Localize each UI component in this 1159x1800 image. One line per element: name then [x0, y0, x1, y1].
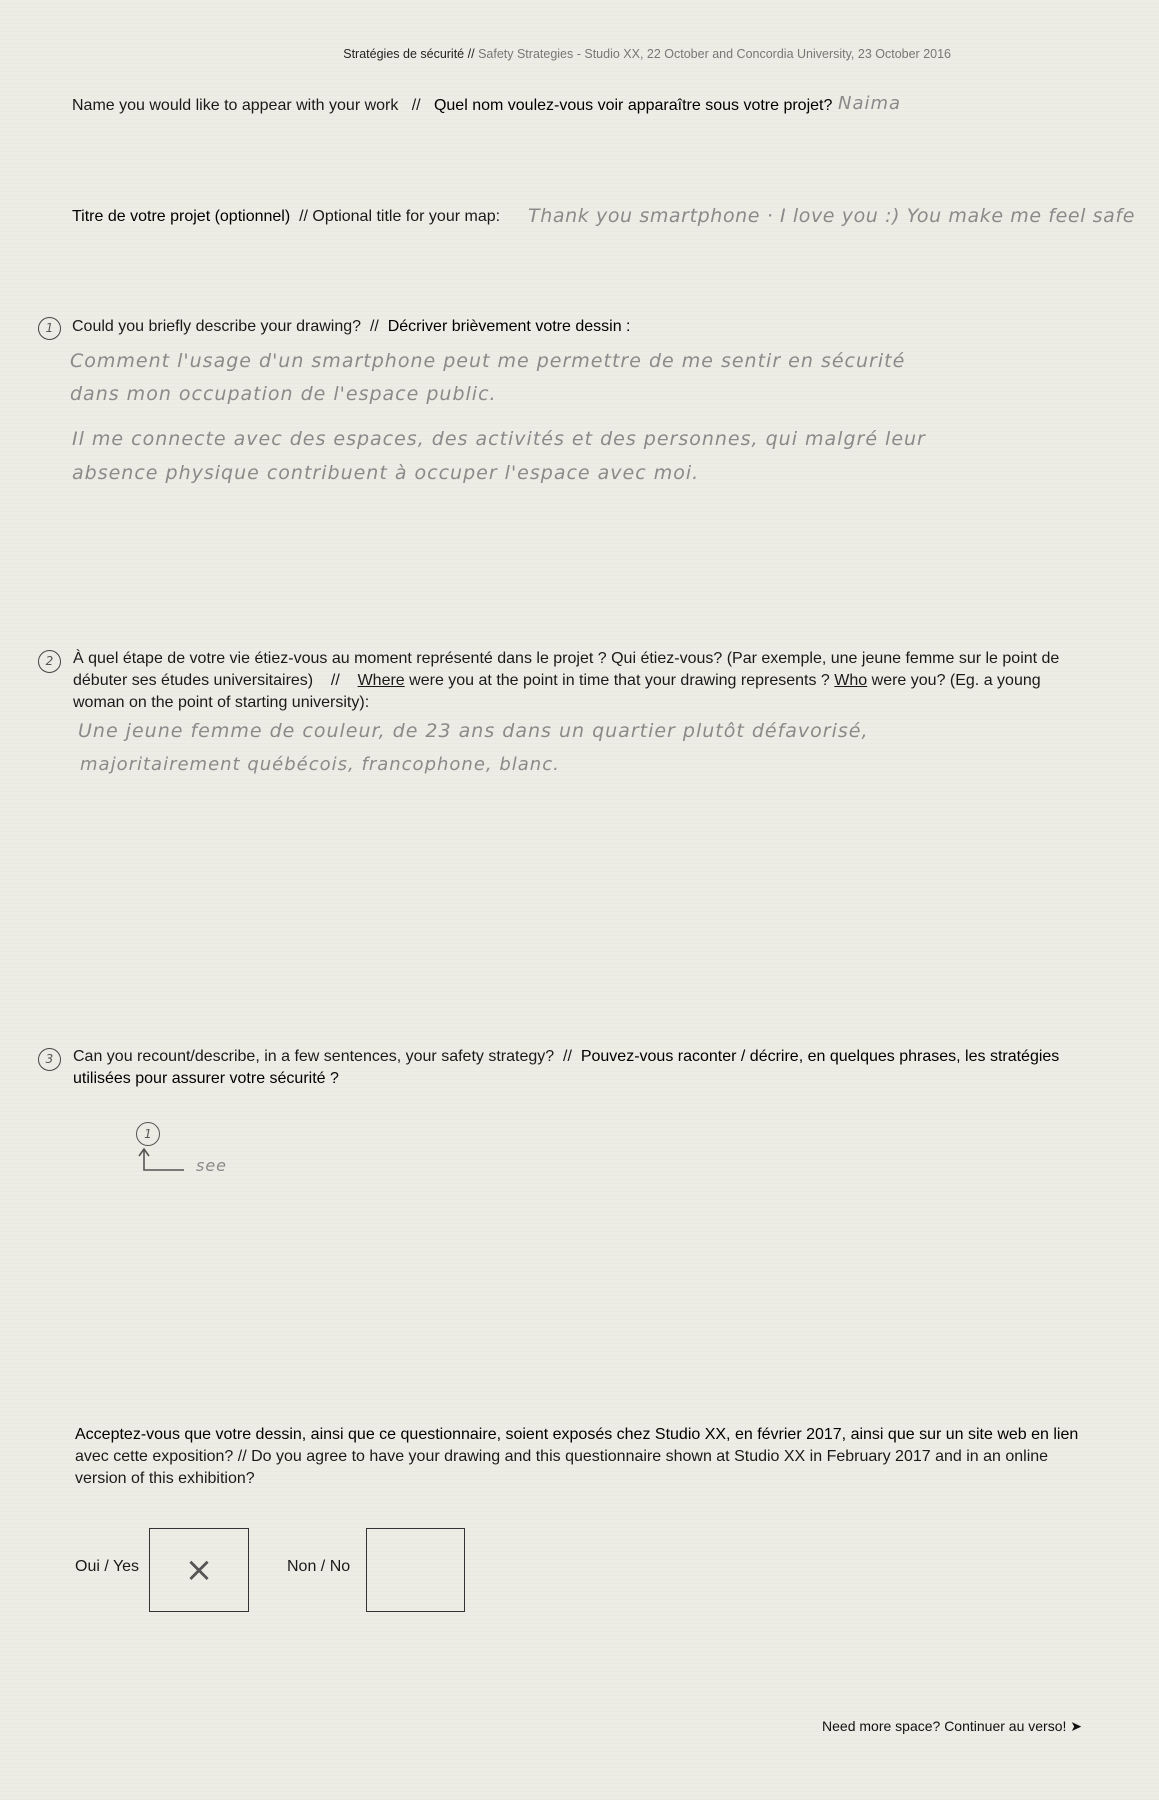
q3-ref-text: see — [196, 1156, 228, 1175]
q2-line-3: woman on the point of starting university): — [73, 694, 370, 711]
name-field-label — [72, 97, 832, 115]
q3-line-1 — [73, 1046, 1093, 1068]
consent-line-2: avec cette exposition? // Do you agree to have your drawing and this questionnaire shown at Studio XX in February 2017 and in an online — [75, 1448, 1049, 1465]
question-3-number: 3 — [38, 1048, 61, 1071]
q1-label-en: Could you briefly describe your drawing? — [72, 318, 362, 335]
q2-answer-line: majoritairement québécois, francophone, blanc. — [80, 754, 560, 775]
checked-mark-icon: × — [184, 1550, 214, 1590]
q2-line-2 — [73, 670, 1093, 692]
consent-question — [75, 1424, 1095, 1490]
q2-answer-line: Une jeune femme de couleur, de 23 ans dans un quartier plutôt défavorisé, — [78, 720, 869, 742]
name-label-fr: Quel nom voulez-vous voir apparaître sous votre projet? — [433, 97, 833, 114]
return-arrow-icon — [138, 1146, 188, 1180]
header-fr-title: Stratégies de sécurité — [343, 47, 465, 61]
question-1-number: 1 — [38, 317, 61, 340]
consent-line-1: Acceptez-vous que votre dessin, ainsi que ce questionnaire, soient exposés chez Studio XX, en février 2017, ainsi que sur un site web en lien — [75, 1426, 1079, 1443]
title-field-label — [72, 208, 500, 226]
footer-text: Need more space? Continuer au verso! — [822, 1718, 1067, 1734]
q2-where: Where — [357, 672, 405, 689]
q2-line-2-sep: // — [330, 672, 340, 689]
title-label-en: // Optional title for your map: — [299, 208, 501, 225]
q2-who: Who — [834, 672, 868, 689]
header-details: Safety Strategies - Studio XX, 22 October and Concordia University, 23 October 2016 — [478, 47, 951, 61]
q2-line-2a: débuter ses études universitaires) — [73, 672, 314, 689]
q1-label-fr: Décriver brièvement votre dessin : — [387, 318, 631, 335]
q3-answer[interactable] — [134, 1120, 254, 1180]
footer-note — [822, 1718, 1082, 1735]
name-value[interactable]: Naima — [838, 93, 902, 114]
q1-answer-line: Il me connecte avec des espaces, des activités et des personnes, qui malgré leur — [72, 428, 926, 450]
q1-label-sep: // — [369, 318, 379, 335]
q3-label-en: Can you recount/describe, in a few sentences, your safety strategy? — [73, 1048, 555, 1065]
q2-line-1: À quel étape de votre vie étiez-vous au moment représenté dans le projet ? Qui étiez-vous? (Par exemple, une jeune femme sur le point de — [73, 650, 1060, 667]
header-separator: // — [467, 47, 475, 61]
q3-label-fr-2: utilisées pour assurer votre sécurité ? — [73, 1070, 339, 1087]
q3-ref-number: 1 — [136, 1122, 160, 1146]
yes-label: Oui / Yes — [75, 1558, 140, 1575]
question-1-label — [72, 318, 630, 336]
no-label: Non / No — [287, 1558, 351, 1575]
q1-answer-line: absence physique contribuent à occuper l'espace avec moi. — [72, 462, 700, 484]
q1-answer-line: dans mon occupation de l'espace public. — [70, 383, 497, 405]
arrow-right-icon: ➤ — [1070, 1718, 1082, 1734]
yes-checkbox[interactable] — [149, 1528, 249, 1612]
title-label-fr: Titre de votre projet (optionnel) — [72, 208, 291, 225]
q3-label-sep: // — [563, 1048, 572, 1065]
q2-line-2b: were you at the point in time that your drawing represents ? — [409, 672, 830, 689]
title-value[interactable]: Thank you smartphone · I love you :) You make me feel safe — [528, 205, 1135, 227]
page-header — [343, 47, 951, 61]
q2-line-2c: were you? (Eg. a young — [871, 672, 1041, 689]
consent-line-3: version of this exhibition? — [75, 1470, 255, 1487]
name-label-en: Name you would like to appear with your work — [72, 97, 399, 114]
question-2-label — [73, 648, 1093, 714]
q3-label-fr-1: Pouvez-vous raconter / décrire, en quelques phrases, les stratégies — [580, 1048, 1060, 1065]
question-3-label — [73, 1046, 1093, 1090]
no-checkbox[interactable] — [366, 1528, 465, 1612]
name-label-sep: // — [411, 97, 421, 114]
question-2-number: 2 — [38, 650, 61, 673]
q1-answer-line: Comment l'usage d'un smartphone peut me permettre de me sentir en sécurité — [70, 350, 906, 372]
